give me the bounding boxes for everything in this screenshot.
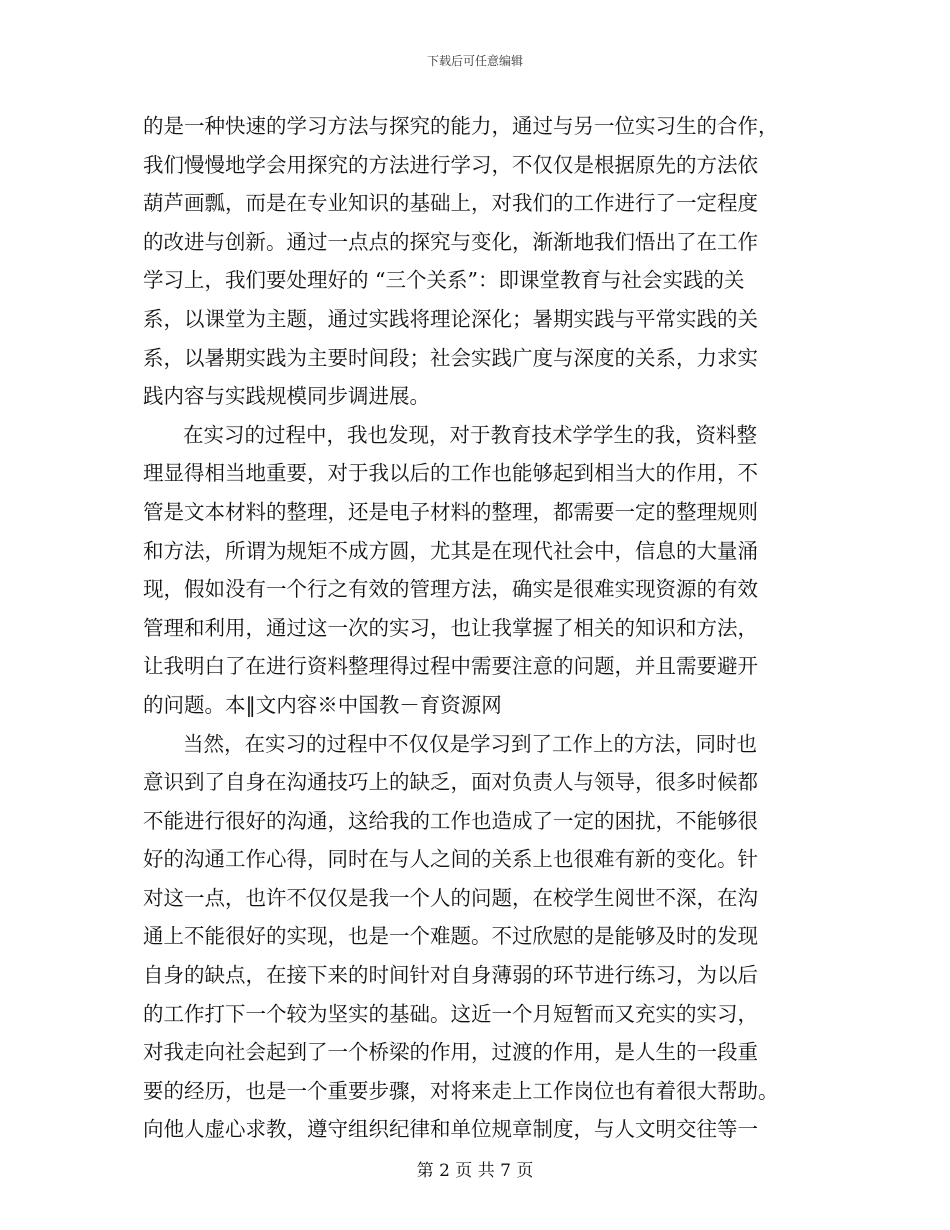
text-line: 和方法，所谓为规矩不成方圆，尤其是在现代社会中，信息的大量涌	[143, 538, 758, 563]
text-line: 的是一种快速的学习方法与探究的能力，通过与另一位实习生的合作，	[143, 114, 779, 138]
text-line: 学习上，我们要处理好的 “三个关系”：即课堂教育与社会实践的关	[143, 268, 745, 293]
text-line: 向他人虚心求教，遵守组织纪律和单位规章制度，与人文明交往等一	[143, 1117, 758, 1142]
text-line: 现，假如没有一个行之有效的管理方法，确实是很难实现资源的有效	[143, 577, 758, 602]
text-line: 通上不能很好的实现，也是一个难题。不过欣慰的是能够及时的发现	[143, 924, 758, 949]
page-number: 第 2 页 共 7 页	[416, 1161, 534, 1181]
page-header-note: 下载后可任意编辑	[426, 54, 523, 68]
text-line: 践内容与实践规模同步调进展。	[143, 384, 430, 409]
text-line: 理显得相当地重要，对于我以后的工作也能够起到相当大的作用，不	[143, 461, 758, 486]
text-line: 系，以课堂为主题，通过实践将理论深化；暑期实践与平常实践的关	[143, 306, 758, 331]
text-line: 管理和利用，通过这一次的实习，也让我掌握了相关的知识和方法，	[143, 615, 758, 640]
text-line: 的问题。本‖文内容※中国教－育资源网	[143, 692, 502, 717]
text-line: 要的经历，也是一个重要步骤，对将来走上工作岗位也有着很大帮助。	[143, 1078, 779, 1103]
text-line: 意识到了自身在沟通技巧上的缺乏，面对负责人与领导，很多时候都	[143, 770, 758, 795]
text-line: 让我明白了在进行资料整理得过程中需要注意的问题，并且需要避开	[143, 654, 758, 679]
paragraph-start-line: 在实习的过程中，我也发现，对于教育技术学学生的我，资料整	[183, 422, 757, 447]
text-line: 葫芦画瓢，而是在专业知识的基础上，对我们的工作进行了一定程度	[143, 191, 758, 216]
text-line: 对我走向社会起到了一个桥梁的作用，过渡的作用，是人生的一段重	[143, 1040, 758, 1065]
text-line: 的工作打下一个较为坚实的基础。这近一个月短暂而又充实的实习，	[143, 1001, 758, 1026]
paragraph-start-line: 当然，在实习的过程中不仅仅是学习到了工作上的方法，同时也	[183, 731, 757, 756]
text-line: 系，以暑期实践为主要时间段；社会实践广度与深度的关系，力求实	[143, 345, 758, 370]
text-line: 自身的缺点，在接下来的时间针对自身薄弱的环节进行练习，为以后	[143, 963, 758, 988]
text-line: 好的沟通工作心得，同时在与人之间的关系上也很难有新的变化。针	[143, 847, 758, 872]
document-body	[143, 107, 803, 1149]
text-line: 不能进行很好的沟通，这给我的工作也造成了一定的困扰，不能够很	[143, 808, 758, 833]
text-line: 管是文本材料的整理，还是电子材料的整理，都需要一定的整理规则	[143, 499, 758, 524]
text-line: 我们慢慢地学会用探究的方法进行学习，不仅仅是根据原先的方法依	[143, 152, 758, 177]
text-line: 对这一点，也许不仅仅是我一个人的问题，在校学生阅世不深，在沟	[143, 885, 758, 910]
text-line: 的改进与创新。通过一点点的探究与变化，渐渐地我们悟出了在工作	[143, 229, 758, 254]
